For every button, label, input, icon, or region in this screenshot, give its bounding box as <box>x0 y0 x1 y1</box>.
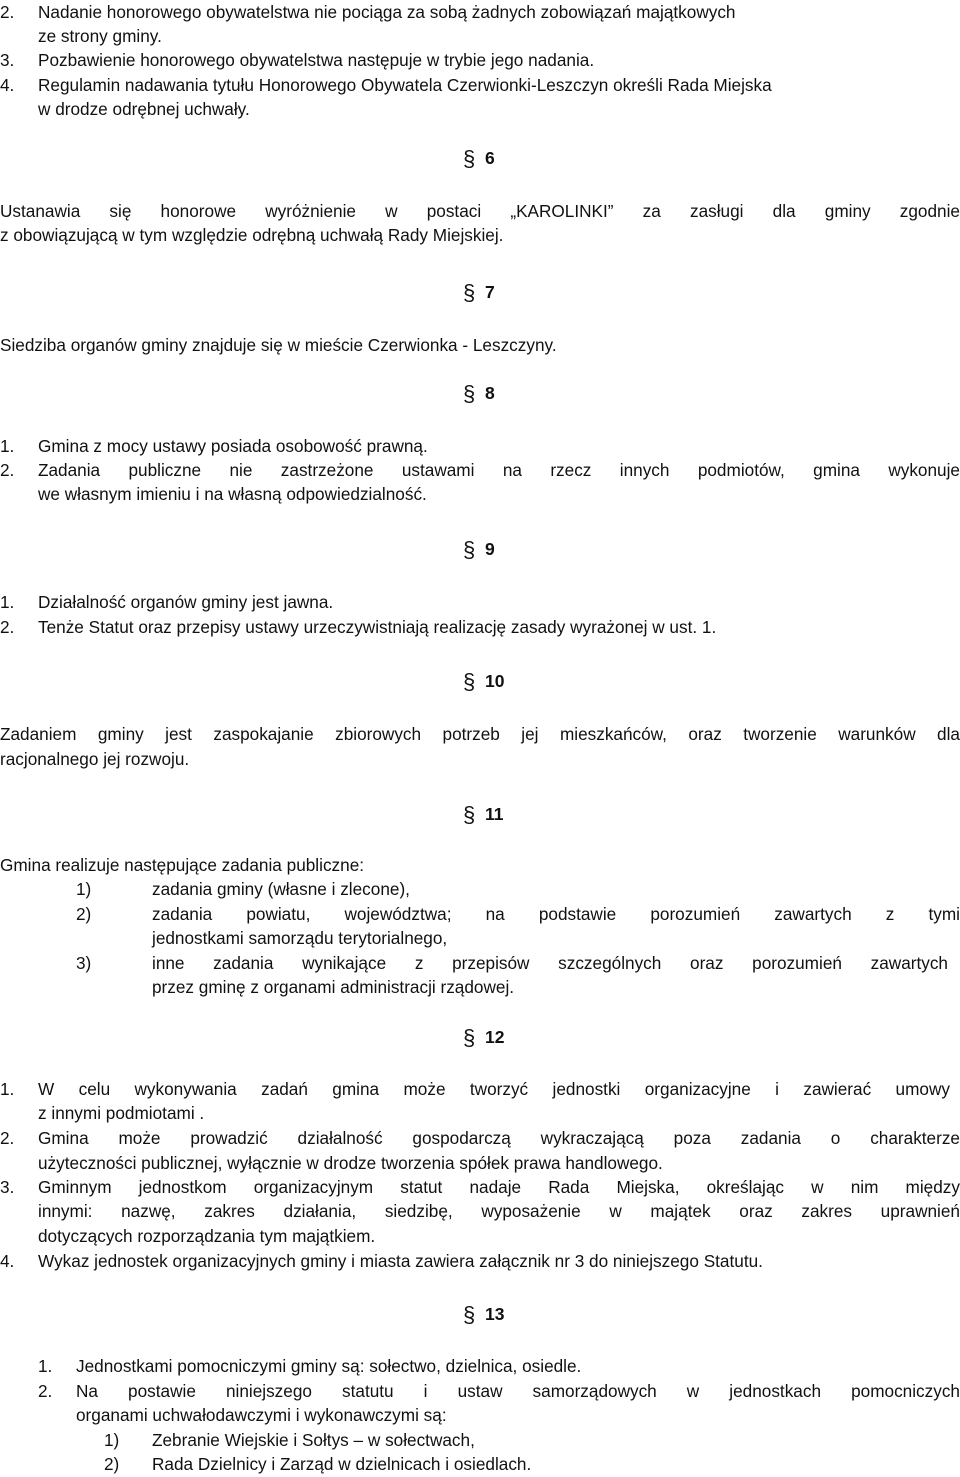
section-sign-icon <box>463 147 477 169</box>
section-heading-12: §12 <box>463 1026 504 1048</box>
section-sign-icon <box>463 382 477 404</box>
section-heading-9: §9 <box>463 538 495 560</box>
section-sign-icon <box>463 803 477 825</box>
section-sign-icon <box>463 281 477 303</box>
section-heading-8: §8 <box>463 382 495 404</box>
section-heading-10: §10 <box>463 670 504 692</box>
section-sign-icon <box>463 538 477 560</box>
section-sign-icon <box>463 670 477 692</box>
paragraph-line: Siedziba organów gminy znajduje się w mieście Czerwionka - Leszczyny. <box>0 335 557 355</box>
paragraph-line: Zadaniem gminy jest zaspokajanie zbiorowych potrzeb jej mieszkańców, oraz tworzenie warunków dla <box>0 724 960 744</box>
section-heading-11: §11 <box>463 803 504 825</box>
paragraph-line: z obowiązującą w tym względzie odrębną uchwałą Rady Miejskiej. <box>0 225 504 245</box>
paragraph-line: Gmina realizuje następujące zadania publiczne: <box>0 855 365 875</box>
section-sign-icon <box>463 1303 477 1325</box>
paragraph-line: racjonalnego jej rozwoju. <box>0 749 190 769</box>
section-heading-6: §6 <box>463 147 495 169</box>
paragraph-line: Ustanawia się honorowe wyróżnienie w postaci „KAROLINKI” za zasługi dla gminy zgodnie <box>0 201 960 221</box>
section-heading-13: §13 <box>463 1303 504 1325</box>
section-heading-7: §7 <box>463 281 495 303</box>
section-sign-icon <box>463 1026 477 1048</box>
